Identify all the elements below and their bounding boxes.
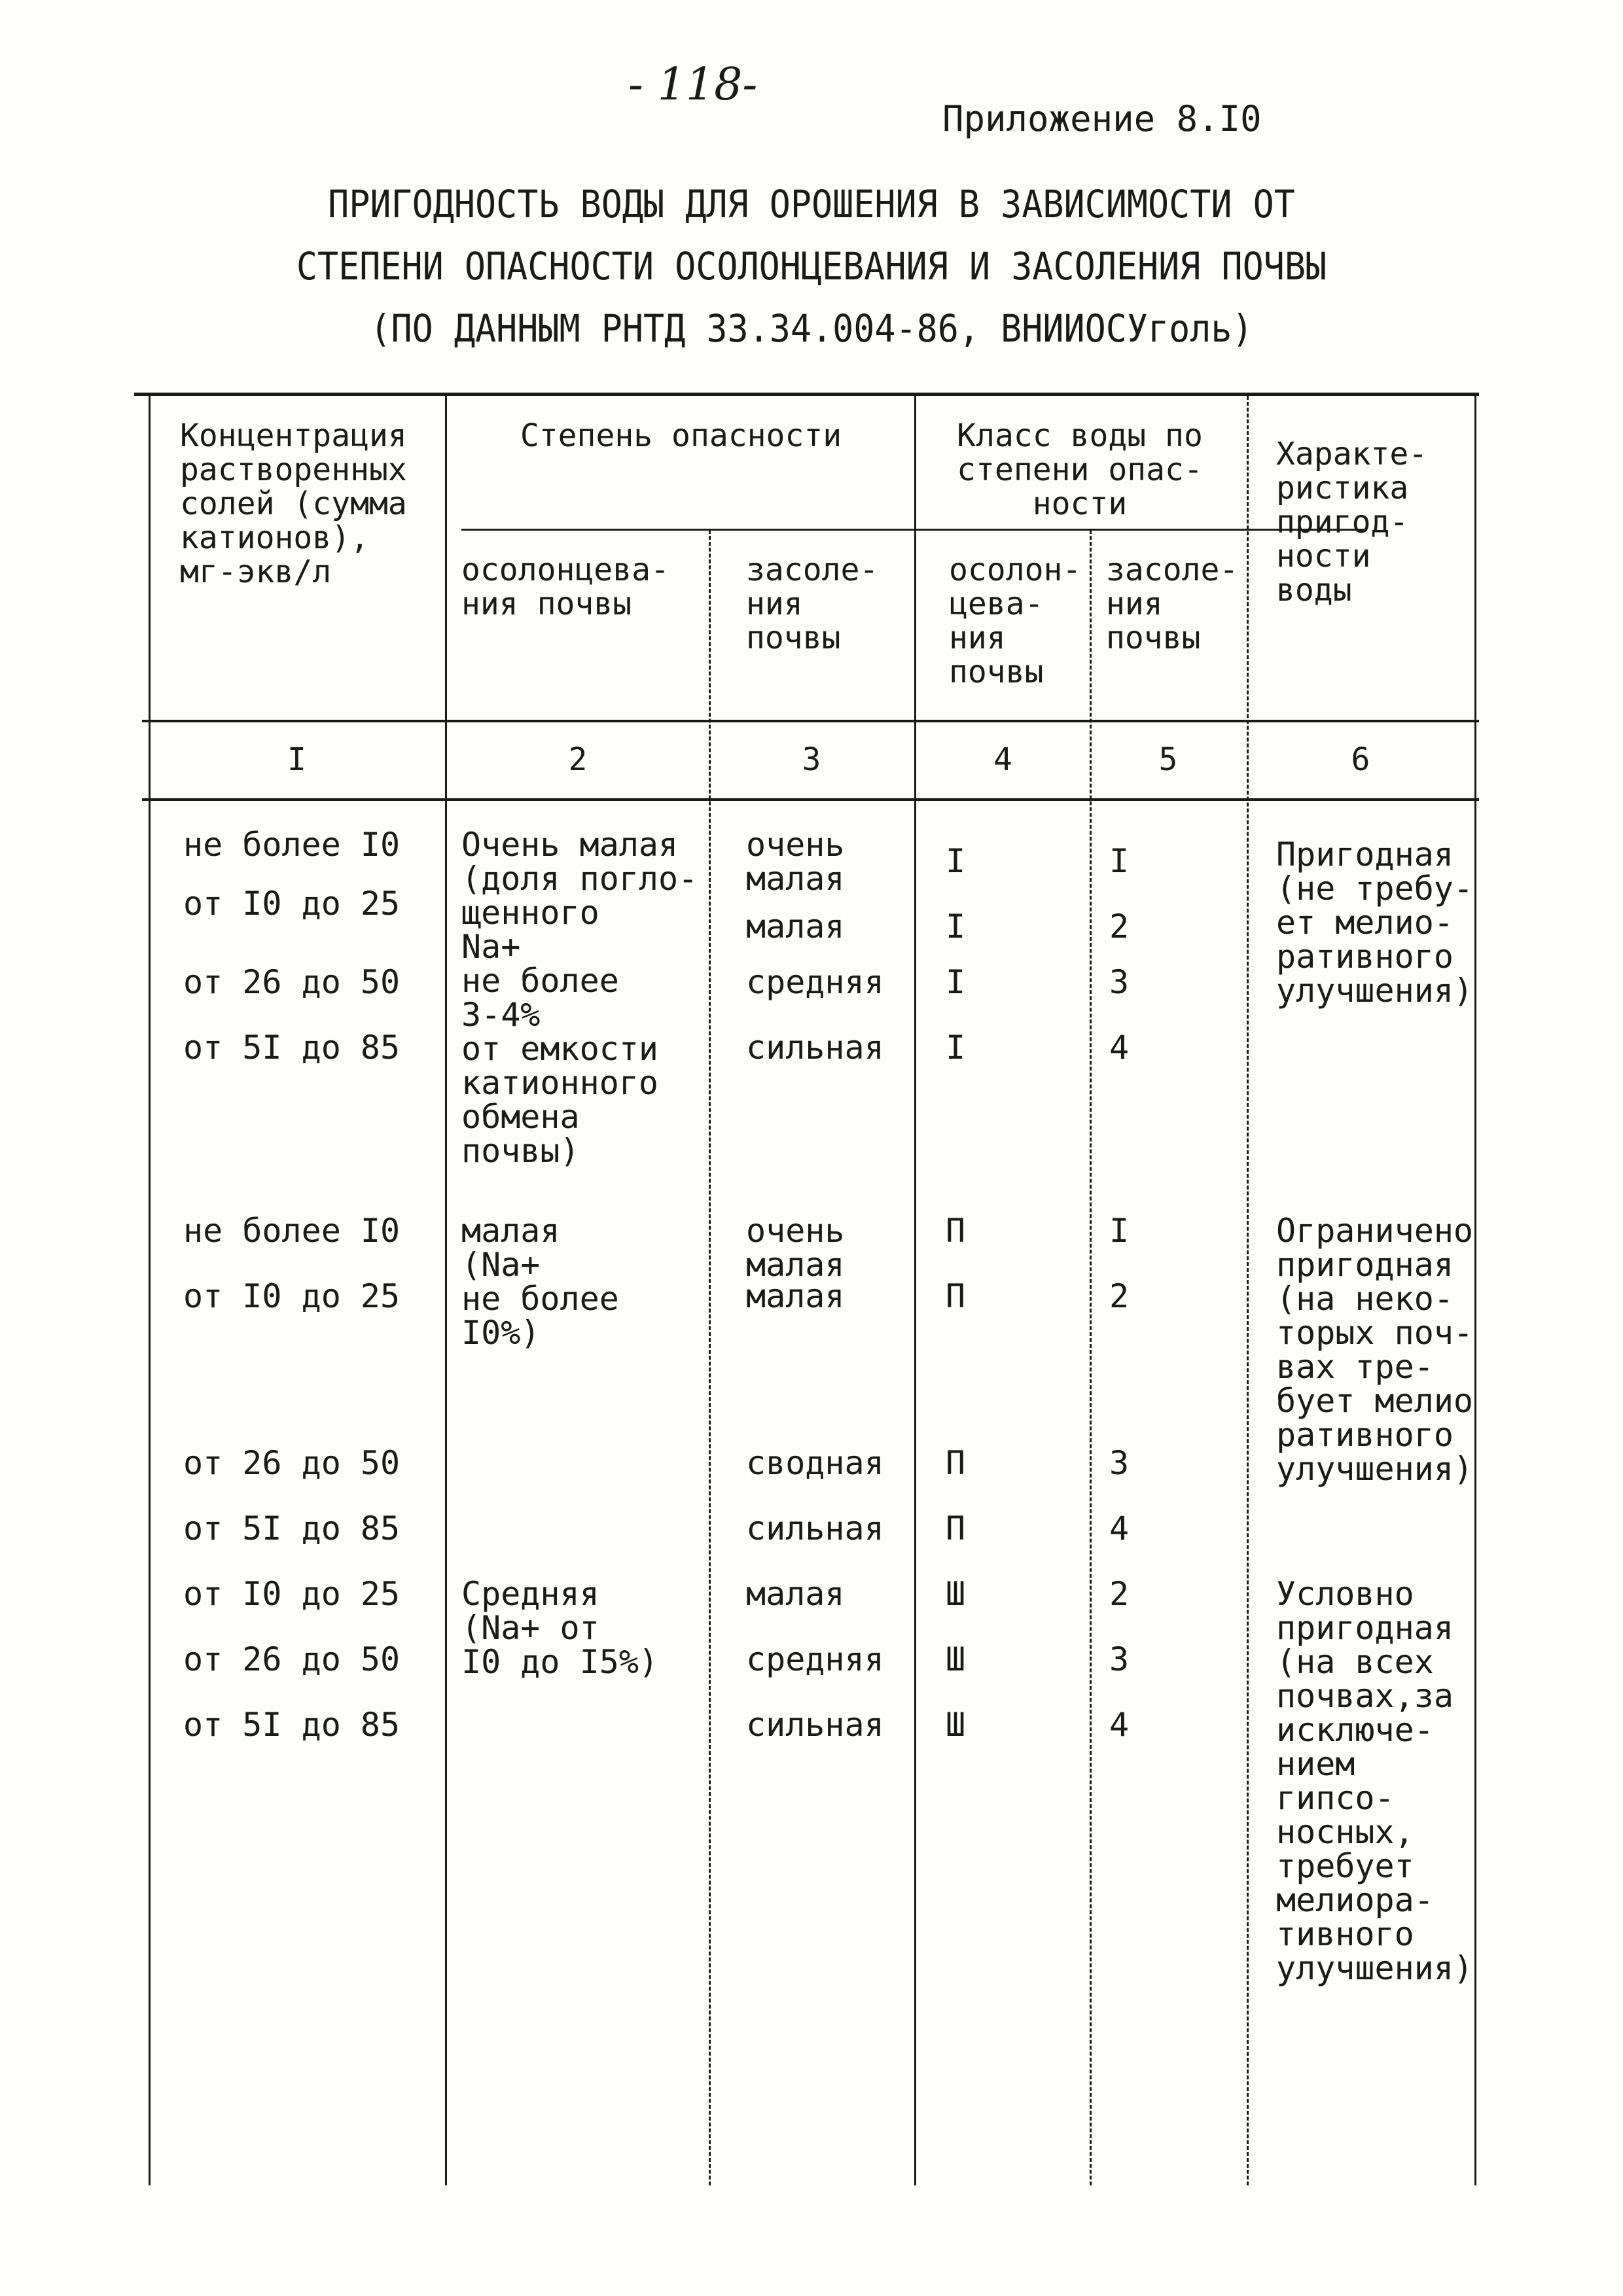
cls-sod-g2-r2: П: [946, 1277, 966, 1315]
conc-g2-r3: от 26 до 50: [183, 1444, 401, 1482]
cls-sal-g3-r2: 3: [1109, 1640, 1130, 1678]
sal-g2-r4: сильная: [746, 1510, 884, 1547]
suitability-g3: Условно пригодная (на всех почвах,за исключе- нием гипсо- носных, требует мелиора- тивного улучшения): [1276, 1575, 1474, 1987]
sal-g3-r2: средняя: [746, 1640, 884, 1678]
col-border-5-6: [1247, 396, 1249, 2185]
column-number-1: I: [287, 741, 306, 778]
header-suitability: Характе- ристика пригод- ности воды: [1276, 436, 1428, 609]
col-border-1-2: [445, 396, 447, 2185]
column-number-5: 5: [1158, 741, 1178, 778]
header-class-group: Класс воды по степени опас- ности: [957, 417, 1203, 522]
cls-sod-g3-r3: Ш: [946, 1706, 966, 1744]
conc-g1-r3: от 26 до 50: [183, 963, 401, 1001]
cls-sod-g1-r3: I: [946, 963, 966, 1001]
sodicity-g3: Средняя (Na+ от I0 до I5%): [461, 1575, 659, 1681]
cls-sal-g2-r4: 4: [1109, 1510, 1130, 1547]
sodicity-g2: малая (Na+ не более I0%): [461, 1212, 619, 1352]
conc-g2-r1: не более I0: [183, 1212, 401, 1250]
sal-g3-r1: малая: [746, 1575, 845, 1613]
table-top-rule: [134, 393, 1479, 396]
column-number-6: 6: [1351, 741, 1370, 778]
cls-sod-g2-r1: П: [946, 1212, 966, 1250]
sal-g1-r1: очень малая: [746, 826, 845, 898]
header-sodicity-class: осолон- цева- ния почвы: [949, 552, 1082, 690]
col-border-left: [149, 396, 151, 2185]
title-line-2: СТЕПЕНИ ОПАСНОСТИ ОСОЛОНЦЕВАНИЯ И ЗАСОЛЕНИЯ ПОЧВЫ: [296, 244, 1327, 289]
conc-g3-r1: от I0 до 25: [183, 1575, 401, 1613]
numbers-bottom-rule: [142, 798, 1479, 801]
conc-g3-r2: от 26 до 50: [183, 1640, 401, 1678]
column-number-2: 2: [568, 741, 588, 778]
cls-sod-g3-r2: Ш: [946, 1640, 966, 1678]
header-degree-group: Степень опасности: [520, 417, 842, 454]
sal-g2-r2: малая: [746, 1277, 845, 1315]
conc-g1-r1: не более I0: [183, 826, 401, 864]
conc-g1-r4: от 5I до 85: [183, 1029, 401, 1067]
header-salinity-class: засоле- ния почвы: [1106, 552, 1239, 656]
title-line-3: (ПО ДАННЫМ РНТД 33.34.004-86, ВНИИОСУголь): [370, 306, 1253, 351]
subheader-rule: [461, 529, 1364, 531]
conc-g1-r2: от I0 до 25: [183, 885, 401, 923]
col-border-3-4: [914, 396, 916, 2185]
title-line-1: ПРИГОДНОСТЬ ВОДЫ ДЛЯ ОРОШЕНИЯ В ЗАВИСИМОСТИ ОТ: [328, 182, 1295, 226]
header-salinity-degree: засоле- ния почвы: [746, 552, 879, 656]
conc-g3-r3: от 5I до 85: [183, 1706, 401, 1744]
header-sodicity-degree: осолонцева- ния почвы: [461, 552, 669, 622]
conc-g2-r2: от I0 до 25: [183, 1277, 401, 1315]
cls-sal-g2-r1: I: [1109, 1212, 1130, 1250]
sal-g3-r3: сильная: [746, 1706, 884, 1744]
cls-sal-g3-r1: 2: [1109, 1575, 1130, 1613]
cls-sod-g2-r3: П: [946, 1444, 966, 1482]
cls-sal-g2-r3: 3: [1109, 1444, 1130, 1482]
cls-sal-g1-r3: 3: [1109, 963, 1130, 1001]
sal-g1-r3: средняя: [746, 963, 884, 1001]
column-number-3: 3: [802, 741, 821, 778]
document-title: [245, 173, 1378, 360]
cls-sod-g2-r4: П: [946, 1510, 966, 1547]
suitability-g2: Ограничено пригодная (на неко- торых поч- вах тре- бует мелио ративного улучшения): [1276, 1212, 1474, 1488]
sal-g1-r4: сильная: [746, 1029, 884, 1067]
cls-sal-g2-r2: 2: [1109, 1277, 1130, 1315]
cls-sod-g3-r1: Ш: [946, 1575, 966, 1613]
col-border-4-5: [1090, 530, 1092, 2185]
sodicity-g1: Очень малая (доля погло- щенного Na+ не более 3-4% от емкости катионного обмена почвы): [461, 826, 698, 1170]
header-bottom-rule: [142, 720, 1479, 722]
cls-sod-g1-r2: I: [946, 908, 966, 945]
cls-sod-g1-r1: I: [946, 842, 966, 880]
header-concentration: Концентрация растворенных солей (сумма катионов), мг-экв/л: [180, 417, 407, 590]
conc-g2-r4: от 5I до 85: [183, 1510, 401, 1547]
suitability-g1: Пригодная (не требу- ет мелио- ративного улучшения): [1276, 836, 1474, 1010]
page-number: - 118-: [628, 59, 758, 111]
column-number-4: 4: [993, 741, 1012, 778]
cls-sal-g1-r4: 4: [1109, 1029, 1130, 1067]
col-border-2-3: [709, 530, 711, 2185]
cls-sal-g3-r3: 4: [1109, 1706, 1130, 1744]
cls-sal-g1-r1: I: [1109, 842, 1130, 880]
appendix-label: Приложение 8.I0: [942, 98, 1262, 139]
sal-g1-r2: малая: [746, 908, 845, 945]
suitability-table: [134, 393, 1482, 2199]
sal-g2-r3: сводная: [746, 1444, 884, 1482]
cls-sal-g1-r2: 2: [1109, 908, 1130, 945]
cls-sod-g1-r4: I: [946, 1029, 966, 1067]
sal-g2-r1: очень малая: [746, 1212, 845, 1284]
